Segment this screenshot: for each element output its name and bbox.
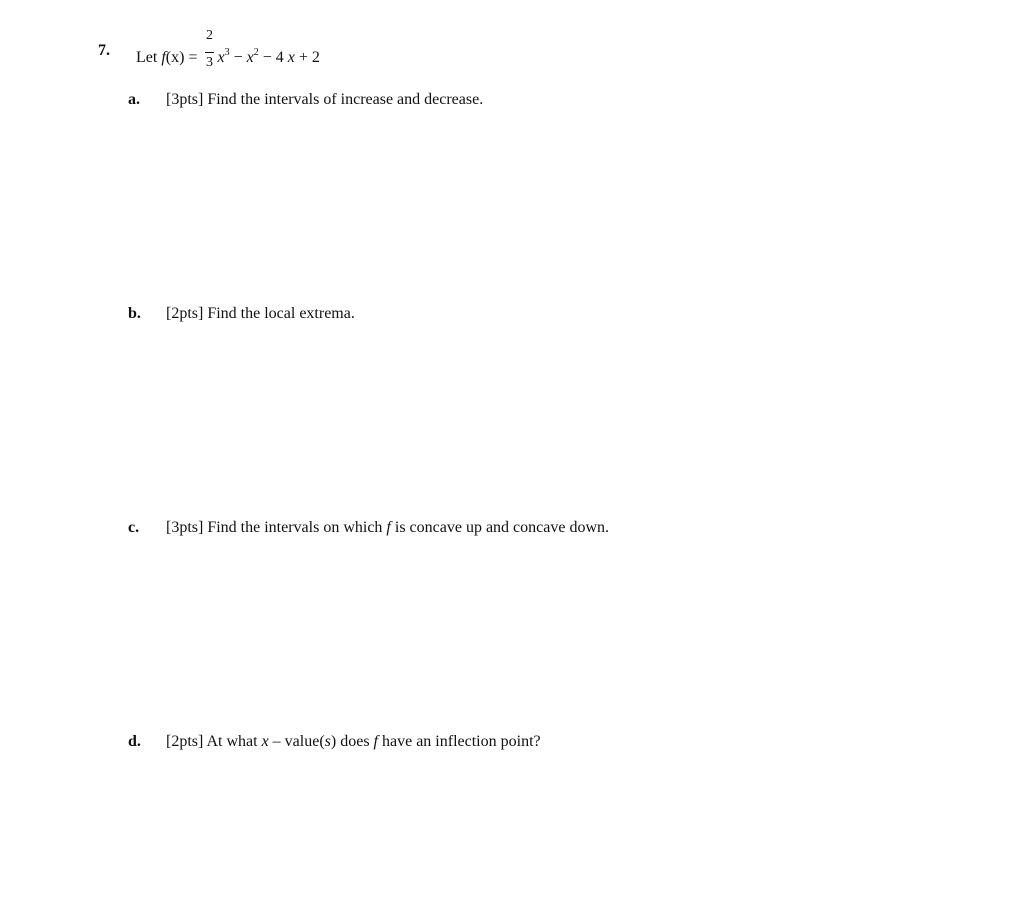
- part-a-answer-space[interactable]: [166, 120, 986, 280]
- operator-1: −: [233, 49, 243, 66]
- fraction-numerator: 2: [205, 28, 213, 43]
- fraction-denominator: 3: [205, 55, 213, 70]
- part-d: [0, 733, 1024, 757]
- term1-variable: x: [217, 49, 225, 66]
- part-b-question: Find the local extrema.: [207, 305, 355, 322]
- part-d-var-f: f: [373, 733, 378, 750]
- part-a-text: [166, 91, 483, 109]
- equals-sign: =: [188, 49, 198, 66]
- part-b-text: [166, 305, 355, 323]
- part-d-answer-space[interactable]: [166, 762, 986, 892]
- part-c-text: [166, 519, 609, 537]
- part-c-letter: c.: [128, 519, 140, 536]
- coefficient-fraction: [204, 28, 214, 70]
- part-d-question-before: At what: [206, 733, 258, 750]
- part-d-var-s: s: [324, 733, 331, 750]
- part-a-letter: a.: [128, 91, 140, 108]
- function-arg: (x): [165, 49, 185, 66]
- fraction-bar: [205, 52, 214, 53]
- part-a-points: [3pts]: [166, 91, 204, 108]
- part-b-points: [2pts]: [166, 305, 204, 322]
- operator-2: − 4: [262, 49, 284, 66]
- part-c-question-before: Find the intervals on which: [207, 519, 383, 536]
- part-b: [0, 305, 1024, 329]
- statement-prefix: Let: [136, 49, 158, 66]
- part-c-var-f: f: [386, 519, 391, 536]
- part-c-points: [3pts]: [166, 519, 204, 536]
- problem-number: 7.: [98, 42, 110, 59]
- term1-exponent: 3: [224, 47, 230, 58]
- part-d-question-mid: – value(: [272, 733, 325, 750]
- part-d-points: [2pts]: [166, 733, 204, 750]
- term3-variable: x: [287, 49, 295, 66]
- part-a-question: Find the intervals of increase and decrease.: [207, 91, 484, 108]
- function-name: f: [161, 49, 166, 66]
- part-c-question-after: is concave up and concave down.: [394, 519, 610, 536]
- part-c-answer-space[interactable]: [166, 548, 986, 708]
- part-d-var-x: x: [261, 733, 269, 750]
- part-d-question-after: have an inflection point?: [382, 733, 541, 750]
- operator-3: + 2: [298, 49, 320, 66]
- part-b-answer-space[interactable]: [166, 334, 986, 494]
- part-d-text: [166, 733, 541, 751]
- part-d-question-mid2: ) does: [330, 733, 370, 750]
- part-d-letter: d.: [128, 733, 141, 750]
- term2-exponent: 2: [253, 47, 259, 58]
- part-b-letter: b.: [128, 305, 141, 322]
- problem-statement: [136, 28, 320, 70]
- term2-variable: x: [246, 49, 254, 66]
- part-c: [0, 519, 1024, 543]
- part-a: [0, 91, 1024, 115]
